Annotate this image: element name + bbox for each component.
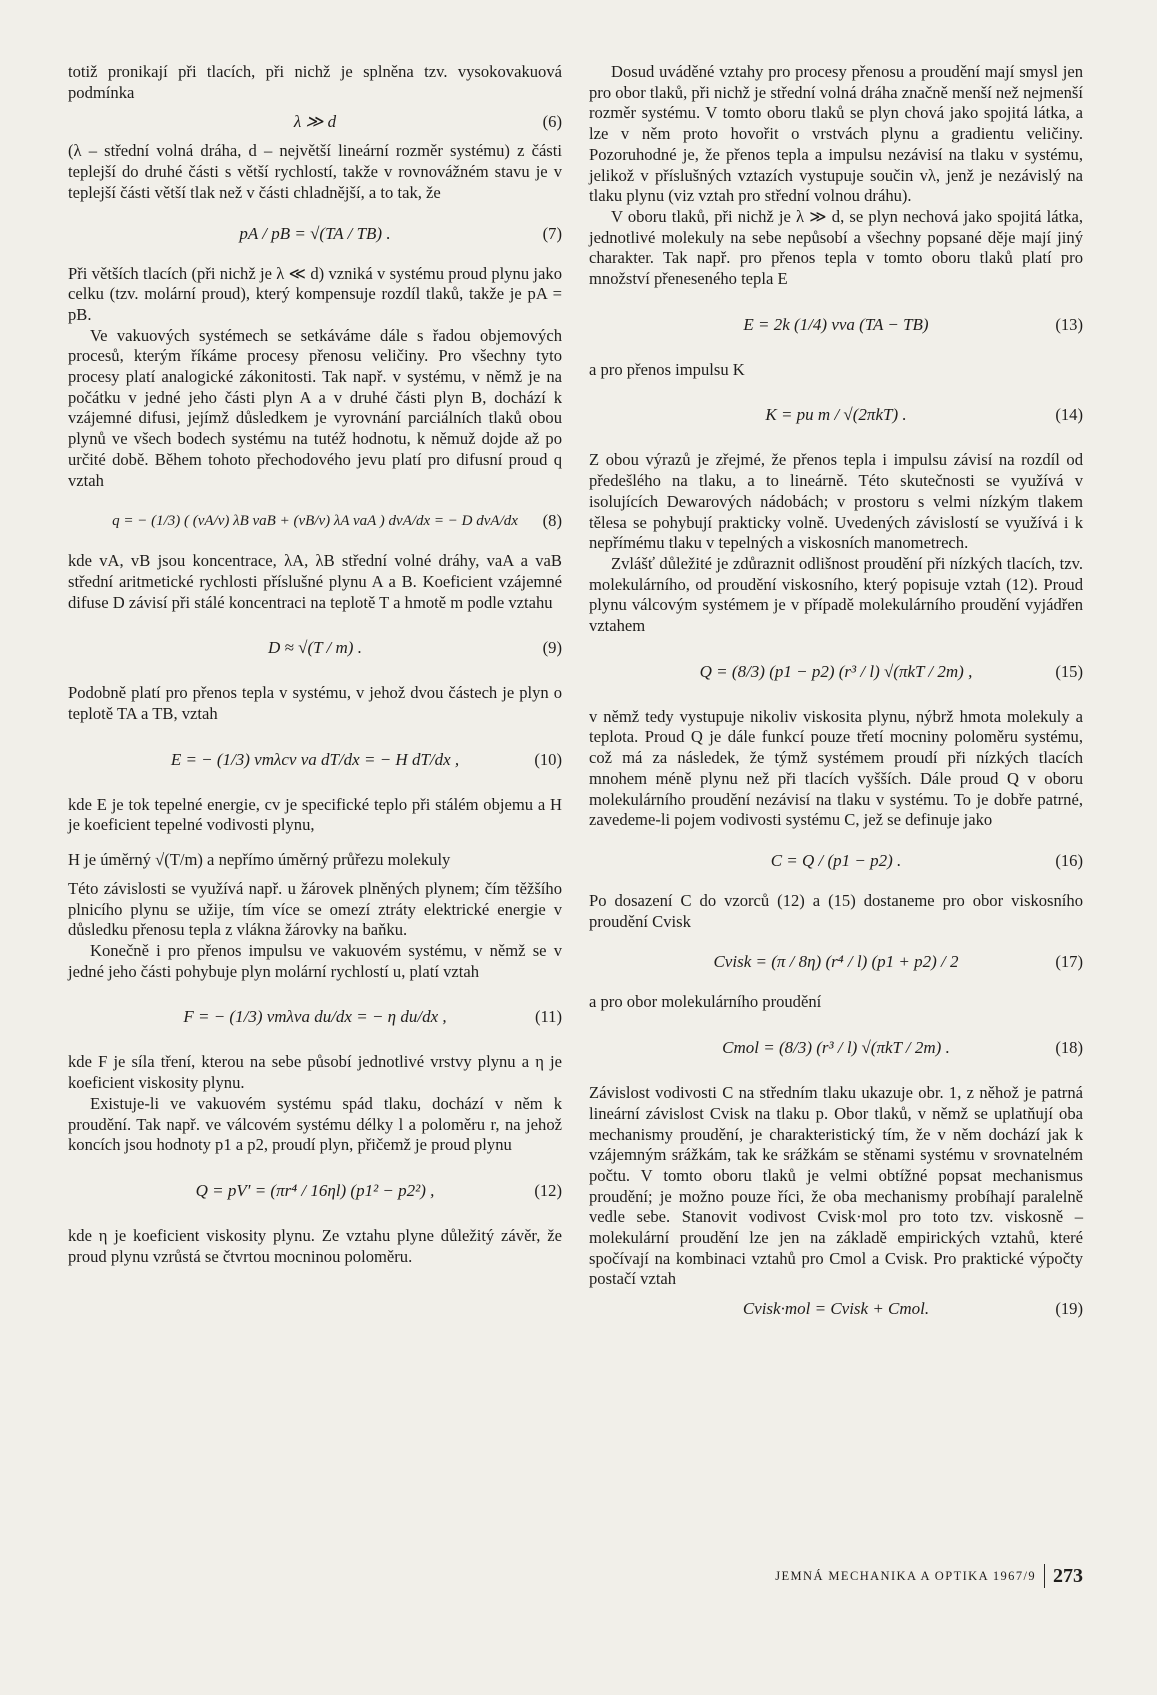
equation-number: (18) — [1055, 1038, 1083, 1058]
equation-number: (19) — [1055, 1299, 1083, 1319]
paragraph: V oboru tlaků, při nichž je λ ≫ d, se plyn nechová jako spojitá látka, jednotlivé molekuly na sebe nepůsobí a všechny popsané děje mají jiný charakter. Tak např. pro přenos tepla v tomto oboru tlaků platí pro množství přeneseného tepla E — [589, 206, 1083, 289]
equation-expression: Cvisk·mol = Cvisk + Cmol. — [742, 1299, 930, 1319]
paragraph: kde E je tok tepelné energie, cv je specifické teplo při stálém objemu a H je koeficient tepelné vodivosti plynu, — [68, 794, 562, 835]
paragraph: (λ – střední volná dráha, d – největší lineární rozměr systému) z části teplejší do druhé části s větší rychlostí, takže v rovnovážném stavu je v teplejší části větší tlak než v části chladnější, a to tak, že — [68, 141, 562, 202]
equation-expression: Cvisk = (π / 8η) (r⁴ / l) (p1 + p2) / 2 — [713, 952, 959, 972]
paragraph: Existuje-li ve vakuovém systému spád tlaku, dochází v něm k proudění. Tak např. ve válcovém systému délky l a poloměru r, na jehož koncích jsou hodnoty p1 a p2, proudí plyn, přičemž je proud plynu — [68, 1093, 562, 1155]
page-footer — [735, 1564, 1083, 1588]
equation-expression: F = − (1/3) vmλva du/dx = − η du/dx , — [183, 1007, 447, 1027]
paragraph: Závislost vodivosti C na středním tlaku ukazuje obr. 1, z něhož je patrná lineární závislost Cvisk na tlaku p. Obor tlaků, v němž se uplatňují oba mechanismy proudění, je charakteristický tím, že v něm dochází jak k vzájemným srážkám, tak ke srážkám se stěnami systému v srovnatelném počtu. V tomto oboru tlaků je velmi obtížné popsat mechanismus proudění; je možno pouze říci, že oba mechanismy probíhají paralelně vedle sebe. Stanovit vodivost Cvisk·mol pro toto tzv. viskosně – molekulární proudění lze jen na základě empirických vztahů, které spočívají na kombinaci vztahů pro Cmol a Cvisk. Pro praktické výpočty postačí vztah — [589, 1083, 1083, 1289]
equation-15 — [589, 641, 1083, 703]
paragraph: totiž pronikají při tlacích, při nichž je splněna tzv. vysokovakuová podmínka — [68, 62, 562, 102]
equation-16 — [589, 835, 1083, 887]
equation-number: (7) — [542, 223, 562, 243]
paragraph: kde η je koeficient viskosity plynu. Ze vztahu plyne důležitý závěr, že proud plynu vzrůstá se čtvrtou mocninou poloměru. — [68, 1225, 562, 1266]
equation-14 — [589, 384, 1083, 446]
equation-expression: Cmol = (8/3) (r³ / l) √(πkT / 2m) . — [722, 1038, 950, 1058]
left-column — [68, 62, 562, 1267]
equation-expression: Q = pV′ = (πr⁴ / 16ηl) (p1² − p2²) , — [195, 1180, 435, 1200]
equation-13 — [589, 294, 1083, 356]
equation-expression: C = Q / (p1 − p2) . — [770, 850, 902, 870]
paragraph: Ve vakuových systémech se setkáváme dále s řadou objemových procesů, kterým říkáme procesy přenosu veličiny. Pro všechny tyto procesy platí analogické zákonitosti. Tak např. v systému, v němž je na počátku v jedné jeho části plyn A a v druhé části plyn B, dochází k vzájemné difusi, jejímž důsledkem je vyrovnání parciálních tlaků obou plynů ve všech bodech systému na tutéž hodnotu, k němuž dojde až po určité době. Během tohoto přechodového jevu platí pro difusní proud q vztah — [68, 325, 562, 490]
paragraph: H je úměrný √(T/m) a nepřímo úměrný průřezu molekuly — [68, 850, 451, 870]
equation-expression: D ≈ √(T / m) . — [268, 638, 362, 658]
equation-expression: E = 2k (1/4) vva (TA − TB) — [743, 314, 929, 334]
equation-number: (16) — [1055, 850, 1083, 870]
equation-number: (14) — [1055, 405, 1083, 425]
equation-number: (12) — [534, 1180, 562, 1200]
equation-9 — [68, 617, 562, 679]
equation-number: (10) — [534, 749, 562, 769]
equation-7 — [68, 208, 562, 260]
page-number: 273 — [1053, 1564, 1083, 1587]
equation-expression: pA / pB = √(TA / TB) . — [239, 223, 391, 243]
paragraph: Z obou výrazů je zřejmé, že přenos tepla i impulsu závisí na rozdíl od předešlého na tlaku, a to lineárně. Této skutečnosti se využívá v isolujících Dewarových nádobách; v prostoru s velmi nízkým tlakem tělesa se pohybují prakticky volně. Uvedených závislostí se využívá i k nepřímému tlaku v tepelných a viskosních manometrech. — [589, 450, 1083, 553]
equation-number: (13) — [1055, 314, 1083, 334]
right-column — [589, 62, 1083, 1328]
equation-number: (17) — [1055, 952, 1083, 972]
equation-10 — [68, 729, 562, 791]
equation-12 — [68, 1160, 562, 1222]
equation-19 — [589, 1294, 1083, 1324]
paragraph: Dosud uváděné vztahy pro procesy přenosu a proudění mají smysl jen pro obor tlaků, při nichž je střední volná dráha značně menší než nejmenší rozměr systému. V tomto oboru tlaků se plyn chová jako spojitá látka, a lze v něm proto hovořit o vrstvách plynu a gradientu veličiny. Pozoruhodné je, že přenos tepla a impulsu nezávisí na tlaku v systému, jelikož v příslušných vztazích vystupuje součin vλ, jenž je nezávislý na tlaku plynu (viz vztah pro střední volnou dráhu). — [589, 62, 1083, 206]
equation-number: (15) — [1055, 661, 1083, 681]
equation-expression: E = − (1/3) vmλcv va dT/dx = − H dT/dx , — [170, 749, 460, 769]
paragraph: v němž tedy vystupuje nikoliv viskosita plynu, nýbrž hmota molekuly a teplota. Proud Q je dále funkcí pouze třetí mocniny poloměru systému, což má za následek, že týmž systémem proudí při nízkých tlacích mnohem méně plynu než při tlacích vyšších. Dále proud Q v oboru molekulárního proudění nezávisí na tlaku v systému. To je dobře patrné, zavedeme-li pojem vodivosti systému C, jež se definuje jako — [589, 706, 1083, 830]
footer-divider — [1044, 1564, 1045, 1588]
journal-name: JEMNÁ MECHANIKA A OPTIKA 1967/9 — [775, 1568, 1036, 1583]
equation-number: (6) — [542, 112, 562, 132]
equation-18 — [589, 1017, 1083, 1079]
equation-number: (11) — [534, 1007, 562, 1027]
equation-17 — [589, 936, 1083, 988]
equation-number: (8) — [542, 511, 562, 531]
equation-8 — [68, 495, 562, 547]
equation-number: (9) — [542, 638, 562, 658]
equation-expression: K = pu m / √(2πkT) . — [765, 405, 907, 425]
paragraph: Podobně platí pro přenos tepla v systému, v jehož dvou částech je plyn o teplotě TA a TB, vztah — [68, 683, 562, 724]
paragraph: kde vA, vB jsou koncentrace, λA, λB střední volné dráhy, vaA a vaB střední aritmetické rychlosti příslušné plynu A a B. Koeficient vzájemné difuse D závisí při stálé koncentraci na teplotě T a hmotě m podle vztahu — [68, 551, 562, 612]
paragraph: Konečně i pro přenos impulsu ve vakuovém systému, v němž se v jedné jeho části pohybuje plyn molární rychlostí u, platí vztah — [68, 940, 562, 981]
equation-11 — [68, 986, 562, 1048]
equation-expression: λ ≫ d — [293, 112, 337, 132]
paragraph: a pro obor molekulárního proudění — [589, 992, 822, 1012]
paragraph: Zvlášť důležité je zdůraznit odlišnost proudění při nízkých tlacích, tzv. molekulárního, od proudění viskosního, který popisuje vztah (12). Proud plynu válcovým systémem je v případě molekulárního proudění vyjádřen vztahem — [589, 553, 1083, 636]
paragraph: Této závislosti se využívá např. u žárovek plněných plynem; čím těžšího plnicího plynu se užije, tím více se omezí ztráty elektrické energie v důsledku přenosu tepla z vlákna žárovky na baňku. — [68, 878, 562, 940]
paragraph: Po dosazení C do vzorců (12) a (15) dostaneme pro obor viskosního proudění Cvisk — [589, 890, 1083, 931]
equation-expression: q = − (1/3) ( (vA/v) λB vaB + (vB/v) λA vaA ) dvA/dx = − D dvA/dx — [112, 512, 518, 529]
paragraph: Při větších tlacích (při nichž je λ ≪ d) vzniká v systému proud plynu jako celku (tzv. molární proud), který kompensuje rozdíl tlaků, takže je pA = pB. — [68, 263, 562, 324]
paragraph: a pro přenos impulsu K — [589, 359, 745, 379]
equation-6 — [68, 107, 562, 137]
equation-expression: Q = (8/3) (p1 − p2) (r³ / l) √(πkT / 2m) , — [699, 661, 973, 681]
paragraph: kde F je síla tření, kterou na sebe působí jednotlivé vrstvy plynu a η je koeficient viskosity plynu. — [68, 1052, 562, 1093]
